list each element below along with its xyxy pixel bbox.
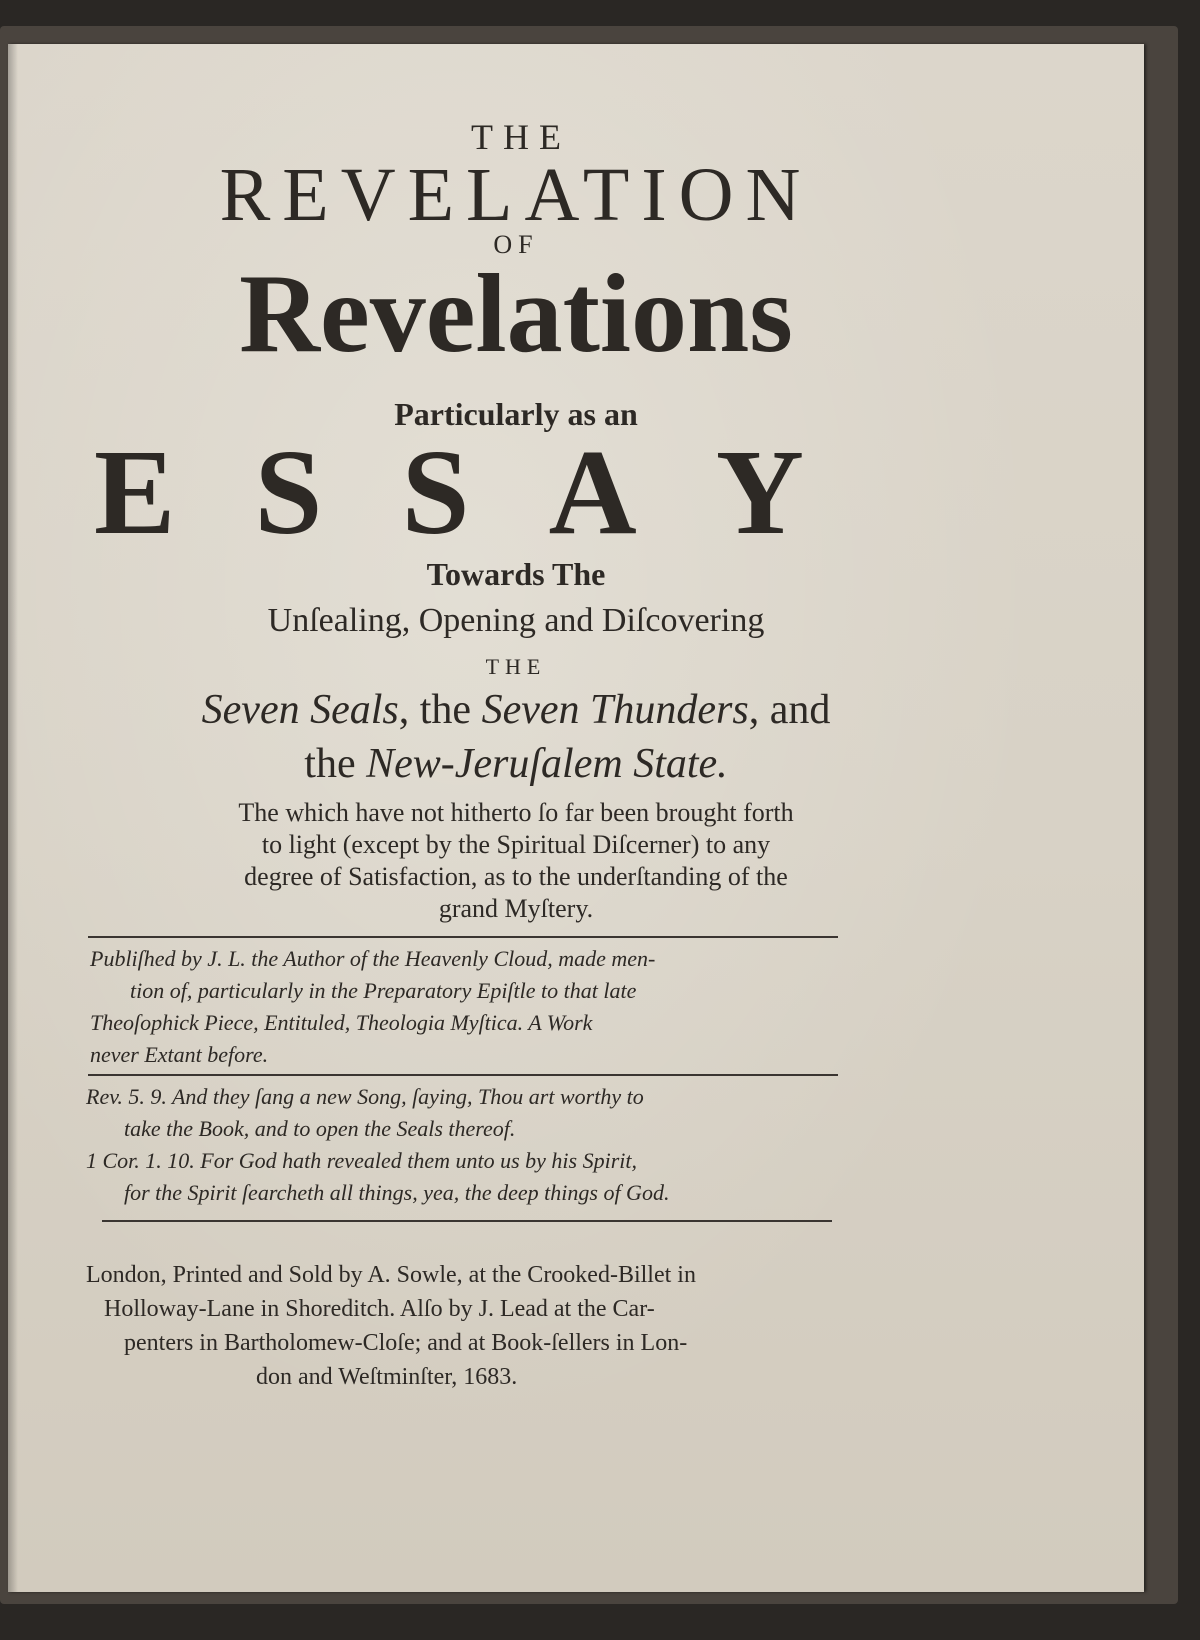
subtitle-seals	[0, 686, 1144, 734]
essay-letter: E	[94, 425, 176, 560]
title-revelations: Revelations	[239, 252, 793, 376]
imprint-line: London, Printed and Sold by A. Sowle, at the Crooked-Billet in	[86, 1262, 696, 1288]
published-line: tion of, particularly in the Preparatory Epiſtle to that late	[130, 978, 637, 1003]
title-the: THE	[471, 117, 571, 157]
divider-rule	[88, 936, 838, 938]
essay-letter: Y	[715, 425, 804, 560]
essay-letter: S	[254, 425, 323, 560]
published-line: Theoſophick Piece, Entituled, Theologia Myſtica. A Work	[90, 1010, 593, 1035]
the-text: the	[304, 741, 367, 787]
divider-rule	[88, 1074, 838, 1076]
subtitle-the: THE	[485, 654, 547, 679]
seven-thunders-text: Seven Thunders	[481, 687, 749, 733]
scripture-line: Rev. 5. 9. And they ſang a new Song, ſaying, Thou art worthy to	[86, 1084, 644, 1109]
subtitle-unsealing: Unſealing, Opening and Diſcovering	[267, 602, 765, 639]
subtitle-jerusalem	[0, 740, 1144, 788]
description-line: to light (except by the Spiritual Diſcerner) to any	[261, 830, 771, 859]
imprint-line: penters in Bartholomew-Cloſe; and at Book-ſellers in Lon-	[124, 1330, 688, 1356]
new-jerusalem-text: New-Jeruſalem State.	[366, 741, 728, 787]
published-line: never Extant before.	[90, 1042, 269, 1067]
title-revelation: REVELATION	[219, 153, 813, 237]
description-line: The which have not hitherto ſo far been brought forth	[238, 798, 794, 827]
and-text: , and	[748, 687, 831, 733]
scripture-line: for the Spirit ſearcheth all things, yea, the deep things of God.	[124, 1180, 670, 1205]
title-page	[8, 44, 1144, 1592]
seven-seals-text: Seven Seals	[201, 687, 399, 733]
the-text: , the	[398, 687, 482, 733]
published-line: Publiſhed by J. L. the Author of the Heavenly Cloud, made men-	[90, 946, 656, 971]
essay-letter: S	[401, 425, 470, 560]
description-line: grand Myſtery.	[438, 894, 594, 923]
imprint-line: Holloway-Lane in Shoreditch. Alſo by J. Lead at the Car-	[104, 1296, 655, 1322]
imprint-line: don and Weſtminſter, 1683.	[256, 1364, 518, 1390]
scripture-line: take the Book, and to open the Seals thereof.	[124, 1116, 516, 1141]
title-essay	[94, 425, 804, 560]
subtitle-towards: Towards The	[426, 556, 606, 592]
title-of: OF	[493, 230, 539, 259]
subtitle-particularly: Particularly as an	[394, 396, 638, 432]
essay-letter: A	[548, 425, 637, 560]
divider-rule	[102, 1220, 832, 1222]
scripture-line: 1 Cor. 1. 10. For God hath revealed them unto us by his Spirit,	[86, 1148, 637, 1173]
page-gutter-shadow	[8, 44, 18, 1592]
description-line: degree of Satisfaction, as to the underſtanding of the	[244, 862, 788, 891]
